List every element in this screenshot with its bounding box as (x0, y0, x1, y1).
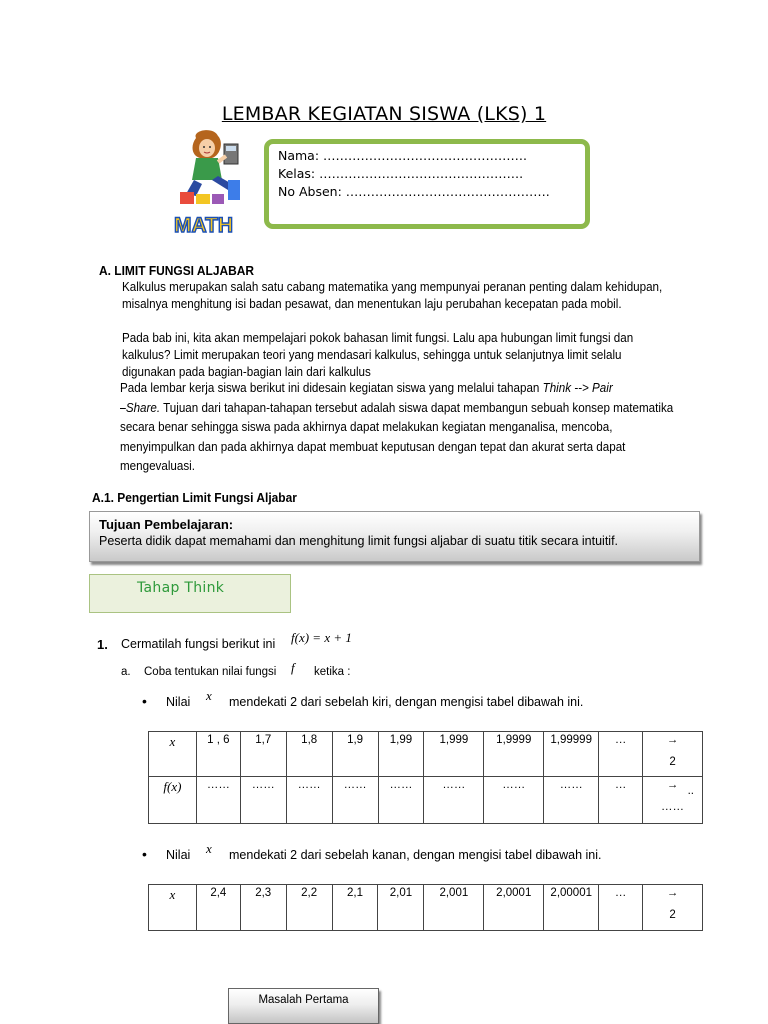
arrow-icon: → (666, 779, 679, 791)
section-a-paragraph-2: Pada bab ini, kita akan mempelajari pokok bahasan limit fungsi. Lalu apa hubungan limit fungsi dan kalkulus? Limit merupakan teori yang mendasari kalkulus, sehingga untuk selanjutnya limit selalu digunakan pada bagian-bagian lain dari kalkulus (122, 331, 634, 379)
sub-question-text-2: ketika : (314, 666, 351, 678)
right-x-var: x (206, 841, 212, 856)
table-limit-value: 2 (669, 756, 676, 768)
table-header-x: x (149, 732, 197, 777)
table-cell: 2,01 (378, 885, 424, 931)
table-limit-cell (643, 732, 703, 777)
table-input-cell[interactable]: …… (196, 777, 240, 824)
table-cell: 2,1 (332, 885, 378, 931)
table-cell: 1 , 6 (196, 732, 240, 777)
math-logo-text: MATH (174, 214, 234, 237)
table-cell: … (599, 732, 643, 777)
table-row-x (149, 732, 703, 777)
stage-think-label: Tahap Think (89, 574, 291, 613)
table-limit-blank: …… (661, 801, 685, 813)
table-limit-input-cell[interactable] (643, 777, 703, 824)
sub-question-f: f (291, 660, 295, 675)
section-a-heading: A. LIMIT FUNGSI ALJABAR (99, 263, 255, 278)
table-input-cell[interactable]: …… (378, 777, 424, 824)
table-dots: .. (687, 785, 694, 797)
table-input-cell[interactable]: …… (332, 777, 378, 824)
table-row-x (149, 885, 703, 931)
table-cell: 1,99 (378, 732, 424, 777)
table-cell: … (599, 885, 643, 931)
sub-question-label: a. (121, 666, 131, 678)
left-nilai: Nilai (166, 695, 191, 709)
math-mascot-image (172, 128, 252, 238)
arrow-icon: → (666, 734, 679, 746)
section-a-paragraph-3 (120, 379, 673, 477)
table-cell: 1,9 (332, 732, 378, 777)
table-cell: 1,999 (424, 732, 484, 777)
learning-objective-heading: Tujuan Pembelajaran: (99, 517, 234, 532)
right-approach-text: mendekati 2 dari sebelah kanan, dengan mengisi tabel dibawah ini. (229, 848, 602, 862)
sub-question-text: Coba tentukan nilai fungsi (144, 666, 277, 678)
table-cell: 1,99999 (544, 732, 599, 777)
bullet-right: • (142, 846, 147, 862)
table-cell: 1,7 (240, 732, 286, 777)
name-field[interactable]: Nama: …………………………………………. (278, 148, 528, 163)
p3-share: Share. (125, 400, 161, 415)
table-input-cell[interactable]: …… (240, 777, 286, 824)
absent-number-field[interactable]: No Absen: …………………………………………. (278, 184, 550, 199)
class-field[interactable]: Kelas: …………………………………………. (278, 166, 524, 181)
table-limit-cell (643, 885, 703, 931)
question-text: Cermatilah fungsi berikut ini (121, 637, 276, 651)
table-cell: 2,0001 (484, 885, 544, 931)
right-nilai: Nilai (166, 848, 191, 862)
table-input-cell[interactable]: …… (424, 777, 484, 824)
p3-rest: Tujuan dari tahapan-tahapan tersebut adalah siswa dapat membangun sebuah konsep matematika secara benar sehingga siswa pada akhirnya dapat melakukan kegiatan menganalisa, mencoba, menyimpulkan dan pada akhirnya dapat membuat keputusan dengan tepat dan akurat serta dapat mengevaluasi. (120, 400, 674, 473)
question-number: 1. (97, 637, 108, 652)
first-problem-button[interactable]: Masalah Pertama (228, 988, 379, 1024)
learning-objective-text: Peserta didik dapat memahami dan menghitung limit fungsi aljabar di suatu titik secara intuitif. (99, 534, 619, 548)
left-x-var: x (206, 688, 212, 703)
right-approach-table (148, 884, 703, 931)
page-title: LEMBAR KEGIATAN SISWA (LKS) 1 (221, 103, 547, 125)
table-header-x: x (149, 885, 197, 931)
bullet-left: • (142, 693, 147, 709)
function-formula: f(x) = x + 1 (291, 630, 352, 645)
table-limit-value: 2 (669, 909, 676, 921)
table-input-cell[interactable]: …… (544, 777, 599, 824)
table-input-cell[interactable]: … (599, 777, 643, 824)
table-cell: 2,00001 (544, 885, 599, 931)
left-approach-table (148, 731, 703, 824)
identity-box (264, 139, 590, 229)
table-input-cell[interactable]: …… (286, 777, 332, 824)
learning-objective-box (89, 511, 700, 562)
table-input-cell[interactable]: …… (484, 777, 544, 824)
left-approach-text: mendekati 2 dari sebelah kiri, dengan mengisi tabel dibawah ini. (229, 695, 584, 709)
subsection-a1-heading: A.1. Pengertian Limit Fungsi Aljabar (92, 490, 297, 505)
table-cell: 2,2 (286, 885, 332, 931)
p3-share-prefix: ⎯ (120, 400, 126, 415)
table-cell: 1,9999 (484, 732, 544, 777)
table-cell: 2,3 (240, 885, 286, 931)
table-cell: 1,8 (286, 732, 332, 777)
table-cell: 2,4 (196, 885, 240, 931)
p3-start: Pada lembar kerja siswa berikut ini didesain kegiatan siswa yang melalui tahapan (120, 381, 543, 395)
p3-think: Think --> Pair (542, 381, 613, 395)
table-row-fx (149, 777, 703, 824)
arrow-icon: → (666, 887, 679, 899)
table-cell: 2,001 (424, 885, 484, 931)
section-a-paragraph-1: Kalkulus merupakan salah satu cabang matematika yang mempunyai peranan penting dalam kehidupan, misalnya menghitung isi badan pesawat, dan menentukan laju perubahan kecepatan pada mobil. (122, 280, 663, 311)
table-header-fx: f(x) (149, 777, 197, 824)
